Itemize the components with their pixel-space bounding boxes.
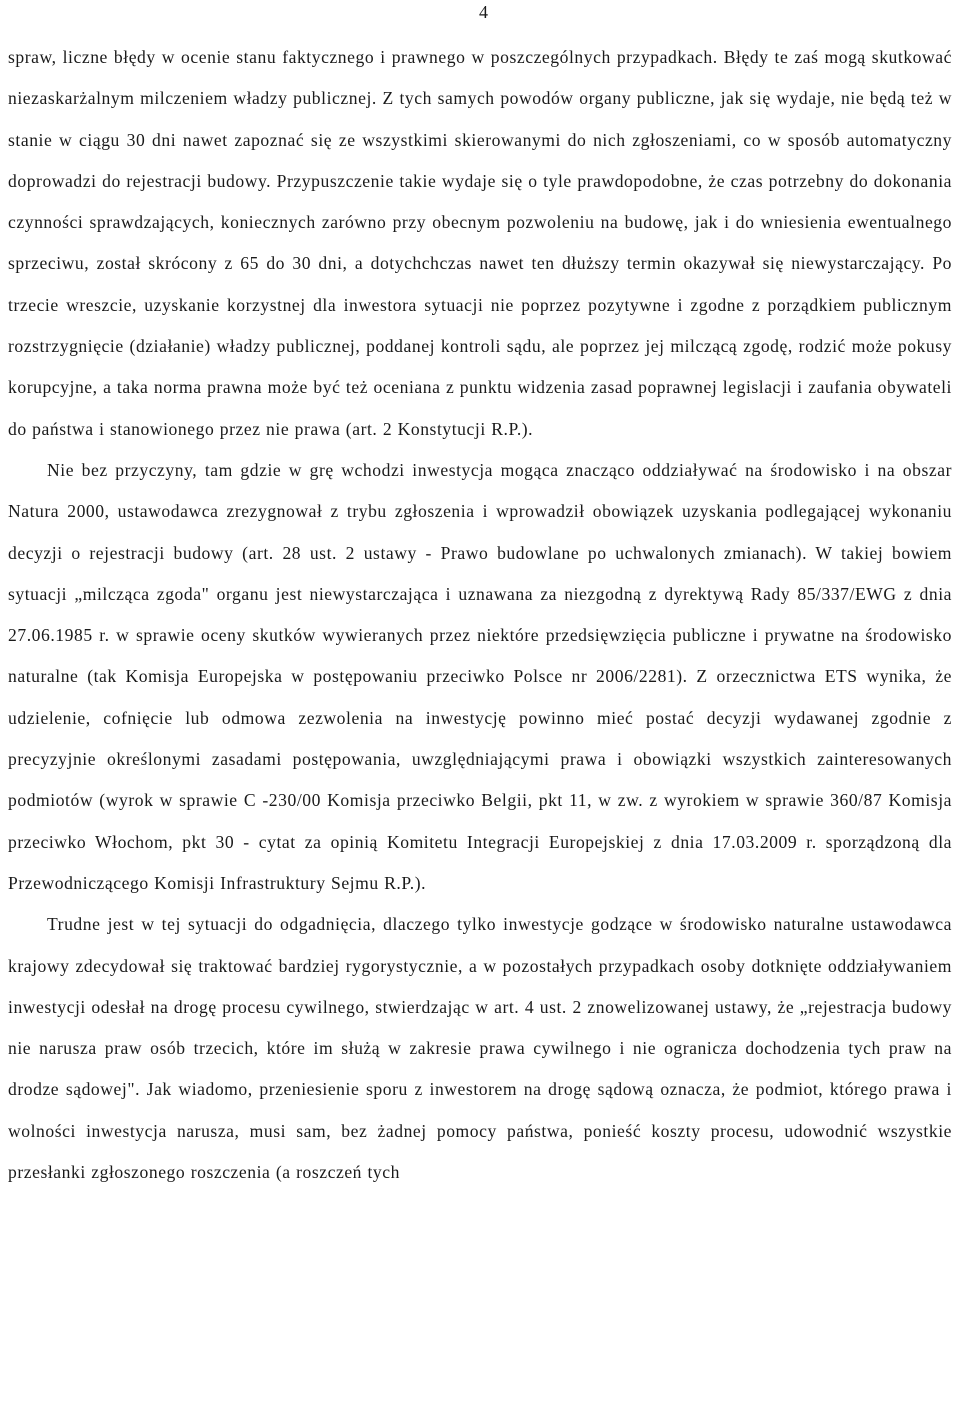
page-number: 4 bbox=[479, 2, 488, 22]
document-body bbox=[8, 37, 952, 1193]
paragraph: spraw, liczne błędy w ocenie stanu faktycznego i prawnego w poszczególnych przypadkach. Błędy te zaś mogą skutkować niezaskarżalnym milczeniem władzy publicznej. Z tych samych powodów organy publiczne, jak się wydaje, nie będą też w stanie w ciągu 30 dni nawet zapoznać się ze wszystkimi skierowanymi do nich zgłoszeniami, co w sposób automatyczny doprowadzi do rejestracji budowy. Przypuszczenie takie wydaje się o tyle prawdopodobne, że czas potrzebny do dokonania czynności sprawdzających, koniecznych zarówno przy obecnym pozwoleniu na budowę, jak i do wniesienia ewentualnego sprzeciwu, został skrócony z 65 do 30 dni, a dotychchczas nawet ten dłuższy termin okazywał się niewystarczający. Po trzecie wreszcie, uzyskanie korzystnej dla inwestora sytuacji nie poprzez pozytywne i zgodne z porządkiem publicznym rozstrzygnięcie (działanie) władzy publicznej, poddanej kontroli sądu, ale poprzez jej milczącą zgodę, rodzić może pokusy korupcyjne, a taka norma prawna może być też oceniana z punktu widzenia zasad poprawnej legislacji i zaufania obywateli do państwa i stanowionego przez nie prawa (art. 2 Konstytucji R.P.). bbox=[8, 47, 952, 439]
paragraph: Nie bez przyczyny, tam gdzie w grę wchodzi inwestycja mogąca znacząco oddziaływać na środowisko i na obszar Natura 2000, ustawodawca zrezygnował z trybu zgłoszenia i wprowadził obowiązek uzyskania podlegającej wykonaniu decyzji o rejestracji budowy (art. 28 ust. 2 ustawy - Prawo budowlane po uchwalonych zmianach). W takiej bowiem sytuacji „milcząca zgoda" organu jest niewystarczająca i uznawana za niezgodną z dyrektywą Rady 85/337/EWG z dnia 27.06.1985 r. w sprawie oceny skutków wywieranych przez niektóre przedsięwzięcia publiczne i prywatne na środowisko naturalne (tak Komisja Europejska w postępowaniu przeciwko Polsce nr 2006/2281). Z orzecznictwa ETS wynika, że udzielenie, cofnięcie lub odmowa zezwolenia na inwestycję powinno mieć postać decyzji wydawanej zgodnie z precyzyjnie określonymi zasadami postępowania, uwzględniającymi prawa i obowiązki wszystkich zainteresowanych podmiotów (wyrok w sprawie C -230/00 Komisja przeciwko Belgii, pkt 11, w zw. z wyrokiem w sprawie 360/87 Komisja przeciwko Włochom, pkt 30 - cytat za opinią Komitetu Integracji Europejskiej z dnia 17.03.2009 r. sporządzoną dla Przewodniczącego Komisji Infrastruktury Sejmu R.P.). bbox=[8, 459, 952, 893]
paragraph: Trudne jest w tej sytuacji do odgadnięcia, dlaczego tylko inwestycje godzące w środowisko naturalne ustawodawca krajowy zdecydował się traktować bardziej rygorystycznie, a w pozostałych przypadkach osoby dotknięte oddziaływaniem inwestycji odesłał na drogę procesu cywilnego, stwierdzając w art. 4 ust. 2 znowelizowanej ustawy, że „rejestracja budowy nie narusza praw osób trzecich, które im służą w zakresie prawa cywilnego i nie ogranicza dochodzenia tych praw na drodze sądowej". Jak wiadomo, przeniesienie sporu z inwestorem na drogę sądową oznacza, że podmiot, którego prawa i wolności inwestycja narusza, musi sam, bez żadnej pomocy państwa, ponieść koszty procesu, udowodnić wszystkie przesłanki zgłoszonego roszczenia (a roszczeń tych bbox=[8, 914, 952, 1183]
